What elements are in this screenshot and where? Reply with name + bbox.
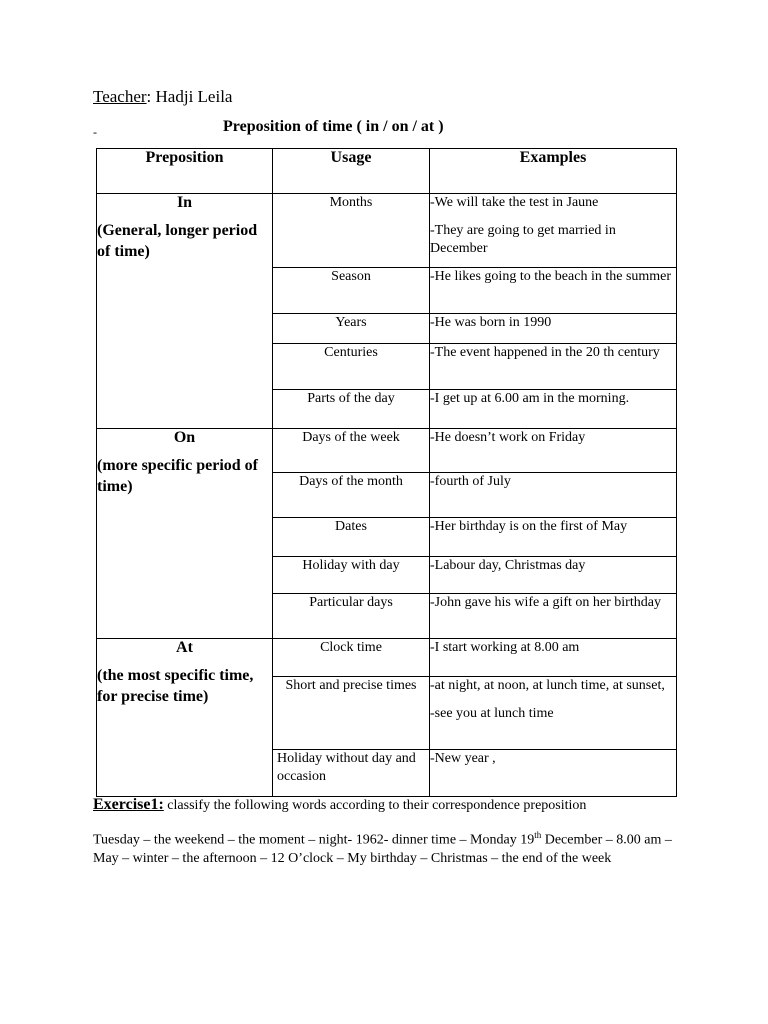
- example-text: -I get up at 6.00 am in the morning.: [430, 391, 630, 406]
- example-text: -fourth of July: [430, 474, 511, 489]
- examples-cell: [430, 750, 677, 797]
- example-text: -Her birthday is on the first of May: [430, 519, 628, 534]
- usage-cell: Dates: [273, 518, 430, 557]
- example-text: -John gave his wife a gift on her birthday: [430, 595, 661, 610]
- example-text: -He was born in 1990: [430, 315, 552, 330]
- examples-cell: [430, 594, 677, 639]
- preposition-on-name: On: [173, 429, 196, 446]
- teacher-label: Teacher: [93, 87, 147, 106]
- usage-cell: Centuries: [273, 344, 430, 390]
- examples-cell: [430, 639, 677, 677]
- examples-cell: [430, 429, 677, 473]
- examples-cell: [430, 268, 677, 314]
- header-usage: Usage: [273, 149, 430, 194]
- usage-cell: Years: [273, 314, 430, 344]
- example-text: -New year ,: [430, 751, 496, 766]
- example-text: -I start working at 8.00 am: [430, 640, 580, 655]
- preposition-in-name: In: [176, 194, 193, 211]
- example-text: -at night, at noon, at lunch time, at sunset,: [430, 678, 665, 693]
- header-examples: Examples: [430, 149, 677, 194]
- usage-cell: Short and precise times: [273, 677, 430, 750]
- preposition-in-cell: [97, 194, 273, 429]
- usage-cell: Days of the week: [273, 429, 430, 473]
- preposition-at-desc: (the most specific time, for precise time): [97, 667, 254, 705]
- exercise-heading: [93, 796, 586, 814]
- preposition-at-name: At: [176, 639, 193, 656]
- examples-cell: [430, 473, 677, 518]
- examples-cell: [430, 314, 677, 344]
- usage-cell: Months: [273, 194, 430, 268]
- preposition-on-desc: (more specific period of time): [97, 457, 258, 495]
- stray-mark: -: [93, 125, 97, 139]
- table-header-row: [97, 149, 677, 194]
- usage-cell: Days of the month: [273, 473, 430, 518]
- examples-cell: [430, 194, 677, 268]
- usage-cell: Clock time: [273, 639, 430, 677]
- preposition-in-desc: (General, longer period of time): [97, 222, 258, 260]
- usage-cell: Holiday without day and occasion: [273, 750, 430, 797]
- example-text: -He likes going to the beach in the summer: [430, 269, 672, 284]
- table-row: [97, 639, 677, 677]
- example-text: -They are going to get married in December: [430, 223, 616, 256]
- usage-cell: Particular days: [273, 594, 430, 639]
- teacher-name: : Hadji Leila: [146, 87, 233, 106]
- page-title: Preposition of time ( in / on / at ): [223, 118, 444, 135]
- examples-cell: [430, 518, 677, 557]
- usage-cell: Holiday with day: [273, 557, 430, 594]
- example-text: -see you at lunch time: [430, 706, 554, 721]
- table-row: [97, 429, 677, 473]
- word-list-part2: December – 8.00 am – May – winter – the afternoon – 12 O’clock – My birthday – Christmas – the end of the week: [93, 832, 672, 866]
- examples-cell: [430, 677, 677, 750]
- word-list-ordinal: th: [534, 830, 542, 840]
- usage-cell: Parts of the day: [273, 390, 430, 429]
- usage-cell: Season: [273, 268, 430, 314]
- exercise-instruction: classify the following words according to their correspondence preposition: [163, 798, 587, 813]
- example-text: -The event happened in the 20 th century: [430, 345, 660, 360]
- header-preposition: Preposition: [97, 149, 273, 194]
- examples-cell: [430, 344, 677, 390]
- example-text: -He doesn’t work on Friday: [430, 430, 586, 445]
- table-row: [97, 194, 677, 268]
- example-text: -Labour day, Christmas day: [430, 558, 586, 573]
- examples-cell: [430, 390, 677, 429]
- exercise-label: Exercise1:: [93, 796, 164, 813]
- example-text: -We will take the test in Jaune: [430, 195, 599, 210]
- teacher-line: [93, 87, 232, 107]
- preposition-on-cell: [97, 429, 273, 639]
- preposition-table: [96, 148, 677, 797]
- word-list-part1: Tuesday – the weekend – the moment – night- 1962- dinner time – Monday 19: [93, 832, 535, 848]
- examples-cell: [430, 557, 677, 594]
- preposition-at-cell: [97, 639, 273, 797]
- exercise-word-list: [93, 826, 683, 868]
